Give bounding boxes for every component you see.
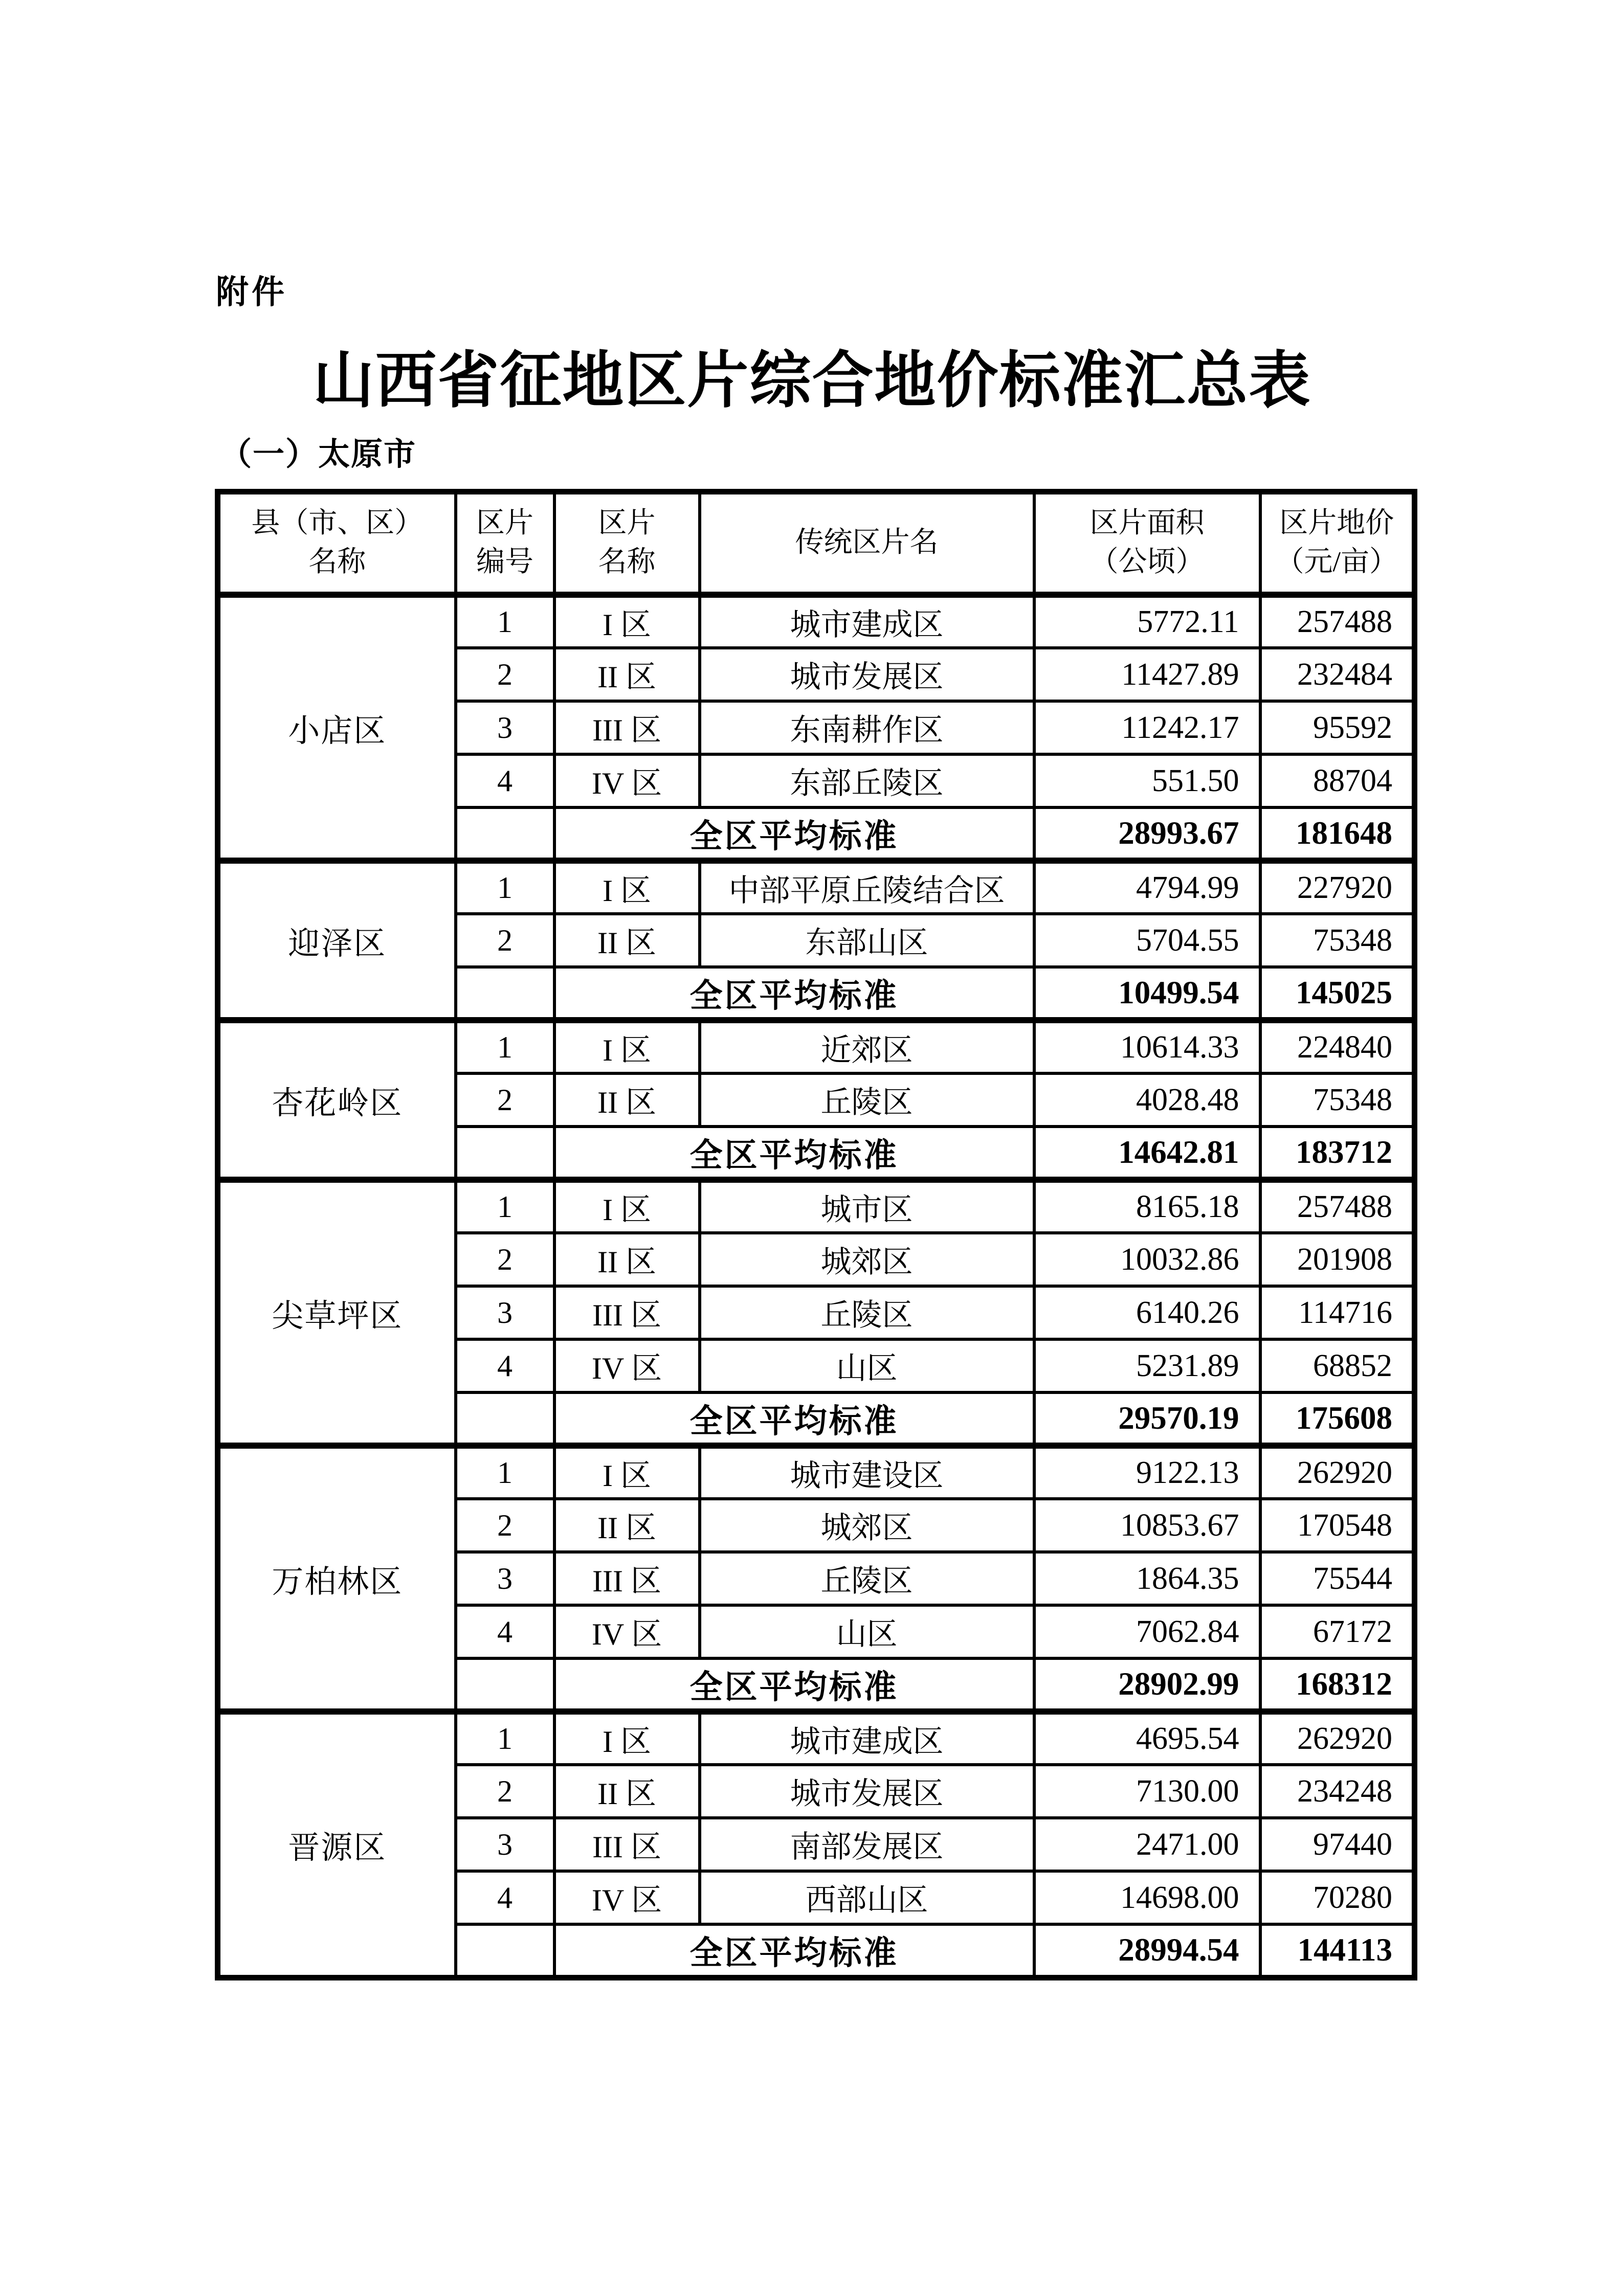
- zone-number-cell: 2: [456, 1073, 554, 1127]
- zone-number-cell: 4: [456, 1339, 554, 1392]
- table-row: [218, 1712, 1415, 1765]
- zone-price-cell: 114716: [1260, 1286, 1415, 1339]
- average-label-cell: 全区平均标准: [554, 967, 1034, 1020]
- traditional-zone-name-cell: 城市建成区: [700, 595, 1034, 648]
- zone-area-cell: 10032.86: [1034, 1233, 1260, 1286]
- section-heading: （一）太原市: [220, 437, 417, 472]
- zone-price-cell: 88704: [1260, 754, 1415, 807]
- zone-name-cell: I 区: [554, 595, 700, 648]
- zone-name-cell: III 区: [554, 1286, 700, 1339]
- zone-number-cell: 3: [456, 701, 554, 754]
- traditional-zone-name-cell: 城市建设区: [700, 1446, 1034, 1499]
- zone-number-cell: 4: [456, 754, 554, 807]
- traditional-zone-name-cell: 山区: [700, 1339, 1034, 1392]
- zone-number-cell: 2: [456, 1499, 554, 1552]
- zone-area-cell: 8165.18: [1034, 1180, 1260, 1233]
- district-name-cell: 迎泽区: [218, 861, 456, 1020]
- empty-cell: [456, 1392, 554, 1446]
- traditional-zone-name-cell: 城郊区: [700, 1499, 1034, 1552]
- zone-name-cell: II 区: [554, 1233, 700, 1286]
- average-area-cell: 10499.54: [1034, 967, 1260, 1020]
- zone-price-cell: 97440: [1260, 1818, 1415, 1871]
- zone-area-cell: 5704.55: [1034, 914, 1260, 967]
- zone-name-cell: II 区: [554, 1499, 700, 1552]
- district-name-cell: 万柏林区: [218, 1446, 456, 1712]
- zone-number-cell: 3: [456, 1286, 554, 1339]
- zone-number-cell: 2: [456, 1233, 554, 1286]
- traditional-zone-name-cell: 南部发展区: [700, 1818, 1034, 1871]
- traditional-zone-name-cell: 东部丘陵区: [700, 754, 1034, 807]
- average-label-cell: 全区平均标准: [554, 1127, 1034, 1180]
- zone-number-cell: 4: [456, 1871, 554, 1924]
- zone-name-cell: II 区: [554, 1765, 700, 1818]
- col-header-zone-no-line2: 编号: [476, 546, 533, 578]
- zone-number-cell: 3: [456, 1818, 554, 1871]
- zone-area-cell: 4695.54: [1034, 1712, 1260, 1765]
- zone-name-cell: II 区: [554, 914, 700, 967]
- col-header-traditional-name: [700, 492, 1034, 595]
- empty-cell: [456, 967, 554, 1020]
- average-price-cell: 183712: [1260, 1127, 1415, 1180]
- attachment-label: 附件: [216, 274, 287, 310]
- district-group-yingze: [218, 861, 1415, 1020]
- zone-price-cell: 234248: [1260, 1765, 1415, 1818]
- page-title: 山西省征地区片综合地价标准汇总表: [313, 347, 1311, 415]
- average-area-cell: 29570.19: [1034, 1392, 1260, 1446]
- zone-area-cell: 1864.35: [1034, 1552, 1260, 1605]
- traditional-zone-name-cell: 山区: [700, 1605, 1034, 1658]
- average-area-cell: 28993.67: [1034, 807, 1260, 861]
- zone-number-cell: 1: [456, 595, 554, 648]
- zone-name-cell: III 区: [554, 1818, 700, 1871]
- empty-cell: [456, 1658, 554, 1712]
- traditional-zone-name-cell: 城郊区: [700, 1233, 1034, 1286]
- average-label-cell: 全区平均标准: [554, 1924, 1034, 1977]
- district-name-cell: 晋源区: [218, 1712, 456, 1977]
- traditional-zone-name-cell: 东南耕作区: [700, 701, 1034, 754]
- zone-name-cell: III 区: [554, 701, 700, 754]
- zone-area-cell: 5231.89: [1034, 1339, 1260, 1392]
- district-group-xiaodian: [218, 595, 1415, 861]
- traditional-zone-name-cell: 丘陵区: [700, 1552, 1034, 1605]
- zone-price-cell: 67172: [1260, 1605, 1415, 1658]
- zone-price-cell: 170548: [1260, 1499, 1415, 1552]
- zone-price-cell: 257488: [1260, 1180, 1415, 1233]
- zone-area-cell: 11427.89: [1034, 648, 1260, 701]
- average-area-cell: 14642.81: [1034, 1127, 1260, 1180]
- col-header-zone-name: [554, 492, 700, 595]
- average-label-cell: 全区平均标准: [554, 1658, 1034, 1712]
- col-header-county-line1: 县（市、区）: [251, 507, 424, 539]
- average-label-cell: 全区平均标准: [554, 1392, 1034, 1446]
- district-name-cell: 尖草坪区: [218, 1180, 456, 1446]
- col-header-traditional-name-line1: 传统区片名: [795, 527, 939, 559]
- zone-name-cell: II 区: [554, 648, 700, 701]
- land-price-table: [215, 489, 1417, 1980]
- zone-number-cell: 1: [456, 1712, 554, 1765]
- col-header-county: [218, 492, 456, 595]
- zone-area-cell: 9122.13: [1034, 1446, 1260, 1499]
- district-group-jiancaoping: [218, 1180, 1415, 1446]
- col-header-zone-name-line1: 区片: [598, 507, 656, 539]
- zone-name-cell: IV 区: [554, 754, 700, 807]
- zone-price-cell: 68852: [1260, 1339, 1415, 1392]
- district-group-jinyuan: [218, 1712, 1415, 1977]
- traditional-zone-name-cell: 东部山区: [700, 914, 1034, 967]
- col-header-price: [1260, 492, 1415, 595]
- zone-price-cell: 75544: [1260, 1552, 1415, 1605]
- zone-price-cell: 75348: [1260, 1073, 1415, 1127]
- zone-number-cell: 2: [456, 1765, 554, 1818]
- average-area-cell: 28994.54: [1034, 1924, 1260, 1977]
- zone-number-cell: 4: [456, 1605, 554, 1658]
- zone-area-cell: 551.50: [1034, 754, 1260, 807]
- col-header-price-line1: 区片地价: [1279, 507, 1394, 539]
- zone-area-cell: 4028.48: [1034, 1073, 1260, 1127]
- zone-name-cell: IV 区: [554, 1605, 700, 1658]
- table-row: [218, 1020, 1415, 1073]
- zone-name-cell: IV 区: [554, 1871, 700, 1924]
- zone-price-cell: 95592: [1260, 701, 1415, 754]
- zone-area-cell: 10614.33: [1034, 1020, 1260, 1073]
- zone-name-cell: I 区: [554, 1712, 700, 1765]
- zone-price-cell: 224840: [1260, 1020, 1415, 1073]
- zone-name-cell: II 区: [554, 1073, 700, 1127]
- col-header-area-line1: 区片面积: [1089, 507, 1205, 539]
- traditional-zone-name-cell: 城市发展区: [700, 648, 1034, 701]
- empty-cell: [456, 807, 554, 861]
- zone-area-cell: 11242.17: [1034, 701, 1260, 754]
- average-price-cell: 168312: [1260, 1658, 1415, 1712]
- table-row: [218, 1180, 1415, 1233]
- empty-cell: [456, 1127, 554, 1180]
- zone-price-cell: 262920: [1260, 1712, 1415, 1765]
- average-area-cell: 28902.99: [1034, 1658, 1260, 1712]
- zone-price-cell: 257488: [1260, 595, 1415, 648]
- zone-area-cell: 10853.67: [1034, 1499, 1260, 1552]
- traditional-zone-name-cell: 城市建成区: [700, 1712, 1034, 1765]
- zone-area-cell: 7130.00: [1034, 1765, 1260, 1818]
- traditional-zone-name-cell: 丘陵区: [700, 1073, 1034, 1127]
- zone-area-cell: 4794.99: [1034, 861, 1260, 914]
- table-row: [218, 1446, 1415, 1499]
- district-group-wanbailin: [218, 1446, 1415, 1712]
- col-header-zone-no: [456, 492, 554, 595]
- col-header-price-line2: （元/亩）: [1275, 546, 1398, 578]
- district-name-cell: 杏花岭区: [218, 1020, 456, 1180]
- traditional-zone-name-cell: 中部平原丘陵结合区: [700, 861, 1034, 914]
- empty-cell: [456, 1924, 554, 1977]
- zone-name-cell: I 区: [554, 861, 700, 914]
- zone-price-cell: 75348: [1260, 914, 1415, 967]
- average-price-cell: 144113: [1260, 1924, 1415, 1977]
- col-header-zone-name-line2: 名称: [598, 546, 656, 578]
- district-group-xinghualing: [218, 1020, 1415, 1180]
- traditional-zone-name-cell: 西部山区: [700, 1871, 1034, 1924]
- zone-number-cell: 1: [456, 861, 554, 914]
- zone-area-cell: 6140.26: [1034, 1286, 1260, 1339]
- district-name-cell: 小店区: [218, 595, 456, 861]
- zone-number-cell: 2: [456, 914, 554, 967]
- zone-name-cell: I 区: [554, 1180, 700, 1233]
- zone-price-cell: 70280: [1260, 1871, 1415, 1924]
- zone-price-cell: 232484: [1260, 648, 1415, 701]
- col-header-county-line2: 名称: [308, 546, 366, 578]
- traditional-zone-name-cell: 丘陵区: [700, 1286, 1034, 1339]
- traditional-zone-name-cell: 城市区: [700, 1180, 1034, 1233]
- average-price-cell: 145025: [1260, 967, 1415, 1020]
- zone-area-cell: 5772.11: [1034, 595, 1260, 648]
- col-header-area-line2: （公顷）: [1089, 546, 1205, 578]
- zone-area-cell: 14698.00: [1034, 1871, 1260, 1924]
- zone-name-cell: I 区: [554, 1446, 700, 1499]
- average-label-cell: 全区平均标准: [554, 807, 1034, 861]
- zone-number-cell: 1: [456, 1180, 554, 1233]
- zone-name-cell: III 区: [554, 1552, 700, 1605]
- table-row: [218, 595, 1415, 648]
- table-row: [218, 861, 1415, 914]
- traditional-zone-name-cell: 城市发展区: [700, 1765, 1034, 1818]
- zone-number-cell: 3: [456, 1552, 554, 1605]
- zone-price-cell: 201908: [1260, 1233, 1415, 1286]
- zone-name-cell: IV 区: [554, 1339, 700, 1392]
- traditional-zone-name-cell: 近郊区: [700, 1020, 1034, 1073]
- zone-name-cell: I 区: [554, 1020, 700, 1073]
- zone-number-cell: 1: [456, 1020, 554, 1073]
- zone-number-cell: 1: [456, 1446, 554, 1499]
- zone-price-cell: 227920: [1260, 861, 1415, 914]
- zone-number-cell: 2: [456, 648, 554, 701]
- col-header-zone-no-line1: 区片: [476, 507, 533, 539]
- average-price-cell: 175608: [1260, 1392, 1415, 1446]
- zone-area-cell: 7062.84: [1034, 1605, 1260, 1658]
- col-header-area: [1034, 492, 1260, 595]
- table-header-row: [218, 492, 1415, 595]
- zone-price-cell: 262920: [1260, 1446, 1415, 1499]
- average-price-cell: 181648: [1260, 807, 1415, 861]
- zone-area-cell: 2471.00: [1034, 1818, 1260, 1871]
